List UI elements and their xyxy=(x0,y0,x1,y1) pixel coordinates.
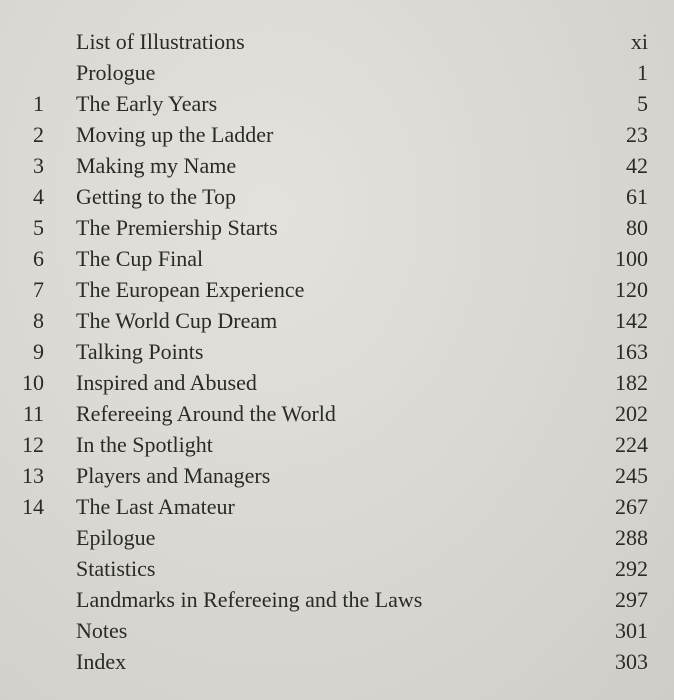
page-number: 5 xyxy=(637,91,648,116)
entry-title: Talking Points xyxy=(76,339,204,364)
page-number: xi xyxy=(630,29,648,54)
chapter-number: 7 xyxy=(33,277,44,302)
page-number: 23 xyxy=(626,122,648,147)
toc-entry xyxy=(0,553,674,584)
page-number: 245 xyxy=(615,463,648,488)
page-number: 120 xyxy=(615,277,648,302)
toc-entry xyxy=(0,336,674,367)
page-number: 80 xyxy=(626,215,648,240)
chapter-number: 10 xyxy=(22,370,44,395)
page-number: 292 xyxy=(615,556,648,581)
page-number: 61 xyxy=(626,184,648,209)
page-number: 163 xyxy=(615,339,648,364)
toc-entry xyxy=(0,429,674,460)
entry-title: Prologue xyxy=(76,60,156,85)
page-number: 224 xyxy=(615,432,648,457)
toc-entry xyxy=(0,522,674,553)
page-number: 100 xyxy=(615,246,648,271)
entry-title: The Cup Final xyxy=(76,246,204,271)
toc-entry xyxy=(0,584,674,615)
chapter-number: 8 xyxy=(33,308,44,333)
toc-entry xyxy=(0,212,674,243)
entry-title: Players and Managers xyxy=(76,463,271,488)
entry-title: Moving up the Ladder xyxy=(76,122,274,147)
entry-title: In the Spotlight xyxy=(76,432,213,457)
entry-title: Inspired and Abused xyxy=(76,370,257,395)
entry-title: The Last Amateur xyxy=(76,494,235,519)
toc-entry xyxy=(0,305,674,336)
entry-title: Statistics xyxy=(76,556,156,581)
toc-entry xyxy=(0,57,674,88)
chapter-number: 12 xyxy=(22,432,44,457)
entry-title: Index xyxy=(76,649,127,674)
toc-entry xyxy=(0,460,674,491)
chapter-number: 2 xyxy=(33,122,44,147)
chapter-number: 11 xyxy=(22,401,44,426)
chapter-number: 4 xyxy=(33,184,44,209)
entry-title: The Premiership Starts xyxy=(76,215,278,240)
entry-title: The World Cup Dream xyxy=(76,308,278,333)
toc-entry xyxy=(0,119,674,150)
chapter-number: 9 xyxy=(33,339,44,364)
toc-entry xyxy=(0,181,674,212)
chapter-number: 13 xyxy=(22,463,44,488)
chapter-number: 3 xyxy=(33,153,44,178)
page-number: 142 xyxy=(615,308,648,333)
entry-title: Epilogue xyxy=(76,525,156,550)
toc-entry xyxy=(0,615,674,646)
chapter-number: 14 xyxy=(22,494,44,519)
page-number: 267 xyxy=(615,494,648,519)
toc-entry xyxy=(0,274,674,305)
page-number: 42 xyxy=(626,153,648,178)
entry-title: List of Illustrations xyxy=(76,29,245,54)
entry-title: Refereeing Around the World xyxy=(76,401,336,426)
toc-entry xyxy=(0,243,674,274)
entry-title: Landmarks in Refereeing and the Laws xyxy=(76,587,423,612)
page-number: 1 xyxy=(637,60,648,85)
toc-entry xyxy=(0,88,674,119)
page-number: 297 xyxy=(615,587,648,612)
entry-title: Making my Name xyxy=(76,153,237,178)
entry-title: The Early Years xyxy=(76,91,218,116)
chapter-number: 1 xyxy=(33,91,44,116)
chapter-number: 6 xyxy=(33,246,44,271)
page-number: 182 xyxy=(615,370,648,395)
entry-title: Notes xyxy=(76,618,128,643)
page-number: 301 xyxy=(615,618,648,643)
toc-entry xyxy=(0,398,674,429)
table-of-contents xyxy=(0,26,674,677)
page-number: 202 xyxy=(615,401,648,426)
page-number: 303 xyxy=(615,649,648,674)
toc-entry xyxy=(0,367,674,398)
entry-title: Getting to the Top xyxy=(76,184,236,209)
toc-entry xyxy=(0,150,674,181)
toc-entry xyxy=(0,491,674,522)
toc-entry xyxy=(0,26,674,57)
entry-title: The European Experience xyxy=(76,277,305,302)
toc-entry xyxy=(0,646,674,677)
chapter-number: 5 xyxy=(33,215,44,240)
page-number: 288 xyxy=(615,525,648,550)
